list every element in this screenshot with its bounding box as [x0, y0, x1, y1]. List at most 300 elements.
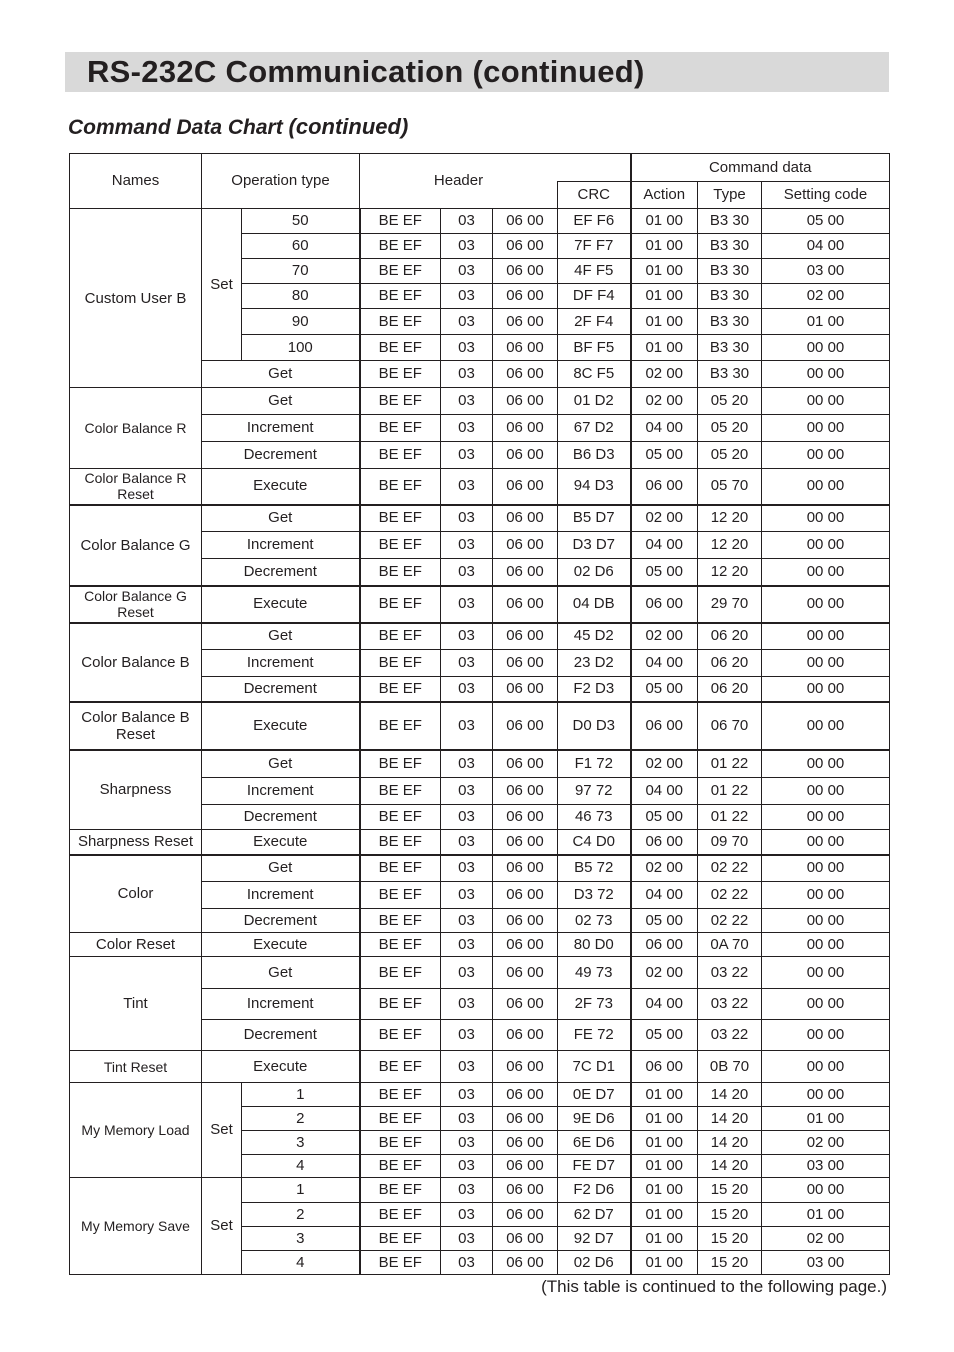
cell-code: 00 00	[762, 1051, 890, 1083]
cell-code: 00 00	[762, 623, 890, 650]
cell-h2: 03	[441, 1203, 493, 1227]
cell-h2: 03	[441, 805, 493, 830]
cell-crc: EF F6	[558, 209, 631, 234]
cell-crc: 7F F7	[558, 234, 631, 259]
cell-crc: 46 73	[558, 805, 631, 830]
cell-h2: 03	[441, 505, 493, 532]
cell-crc: FE 72	[558, 1020, 631, 1051]
table-row	[70, 702, 890, 750]
cell-crc: B5 D7	[558, 505, 631, 532]
operation-type: Increment	[202, 989, 360, 1020]
cell-h2: 03	[441, 650, 493, 677]
cell-h2: 03	[441, 1020, 493, 1051]
operation-type: Execute	[202, 1051, 360, 1083]
cell-type: 06 20	[698, 650, 762, 677]
cell-crc: 4F F5	[558, 259, 631, 284]
header-crc: CRC	[558, 182, 631, 209]
table-row	[70, 1083, 890, 1107]
cell-code: 03 00	[762, 259, 890, 284]
cell-type: 0B 70	[698, 1051, 762, 1083]
cell-h3: 06 00	[493, 1227, 558, 1251]
section-title-main: Command Data Chart	[68, 116, 283, 139]
cell-h3: 06 00	[493, 623, 558, 650]
cell-action: 02 00	[631, 388, 698, 415]
cell-crc: 62 D7	[558, 1203, 631, 1227]
cell-code: 00 00	[762, 855, 890, 882]
cell-type: 15 20	[698, 1227, 762, 1251]
table-row	[70, 623, 890, 650]
cell-crc: 02 D6	[558, 559, 631, 586]
cell-type: 02 22	[698, 909, 762, 933]
cell-crc: FE D7	[558, 1155, 631, 1178]
cell-action: 02 00	[631, 505, 698, 532]
cell-type: B3 30	[698, 234, 762, 259]
cell-type: 03 22	[698, 1020, 762, 1051]
header-crc-spacer	[558, 154, 631, 182]
cell-h3: 06 00	[493, 989, 558, 1020]
row-name: Color Balance G Reset	[70, 586, 202, 623]
cell-action: 01 00	[631, 1178, 698, 1203]
cell-code: 00 00	[762, 650, 890, 677]
cell-crc: 94 D3	[558, 469, 631, 505]
operation-value: 50	[242, 209, 360, 234]
cell-code: 00 00	[762, 750, 890, 778]
cell-type: 14 20	[698, 1131, 762, 1155]
cell-action: 02 00	[631, 855, 698, 882]
cell-h1: BE EF	[360, 505, 441, 532]
cell-code: 00 00	[762, 586, 890, 623]
cell-h2: 03	[441, 909, 493, 933]
operation-value: 80	[242, 284, 360, 309]
cell-type: 12 20	[698, 532, 762, 559]
cell-code: 01 00	[762, 309, 890, 335]
operation-set-label: Set	[202, 209, 242, 361]
cell-crc: 2F F4	[558, 309, 631, 335]
cell-code: 00 00	[762, 830, 890, 855]
cell-crc: 80 D0	[558, 933, 631, 957]
table-row	[70, 1051, 890, 1083]
cell-h1: BE EF	[360, 1083, 441, 1107]
cell-code: 00 00	[762, 415, 890, 442]
table-row	[70, 957, 890, 989]
cell-h2: 03	[441, 284, 493, 309]
cell-type: B3 30	[698, 259, 762, 284]
cell-h1: BE EF	[360, 1107, 441, 1131]
cell-h1: BE EF	[360, 388, 441, 415]
cell-h2: 03	[441, 677, 493, 702]
operation-value: 4	[242, 1251, 360, 1275]
cell-type: 01 22	[698, 805, 762, 830]
cell-action: 01 00	[631, 1107, 698, 1131]
cell-code: 00 00	[762, 1083, 890, 1107]
cell-h2: 03	[441, 209, 493, 234]
cell-code: 03 00	[762, 1251, 890, 1275]
cell-h2: 03	[441, 623, 493, 650]
cell-h3: 06 00	[493, 830, 558, 855]
cell-h1: BE EF	[360, 623, 441, 650]
cell-h1: BE EF	[360, 532, 441, 559]
cell-action: 01 00	[631, 309, 698, 335]
cell-action: 02 00	[631, 623, 698, 650]
cell-type: 12 20	[698, 559, 762, 586]
cell-h3: 06 00	[493, 805, 558, 830]
cell-action: 06 00	[631, 469, 698, 505]
cell-h2: 03	[441, 1107, 493, 1131]
cell-code: 02 00	[762, 1227, 890, 1251]
cell-code: 00 00	[762, 335, 890, 361]
cell-code: 00 00	[762, 957, 890, 989]
cell-code: 03 00	[762, 1155, 890, 1178]
operation-type: Execute	[202, 586, 360, 623]
cell-h2: 03	[441, 933, 493, 957]
cell-type: 15 20	[698, 1203, 762, 1227]
cell-action: 01 00	[631, 1083, 698, 1107]
row-name: Sharpness Reset	[70, 830, 202, 855]
cell-h1: BE EF	[360, 933, 441, 957]
cell-h1: BE EF	[360, 209, 441, 234]
cell-h1: BE EF	[360, 750, 441, 778]
cell-action: 04 00	[631, 415, 698, 442]
cell-action: 01 00	[631, 1227, 698, 1251]
row-name: Custom User B	[70, 209, 202, 388]
cell-crc: 9E D6	[558, 1107, 631, 1131]
cell-h3: 06 00	[493, 209, 558, 234]
table-row	[70, 933, 890, 957]
operation-type: Decrement	[202, 559, 360, 586]
cell-h2: 03	[441, 750, 493, 778]
cell-action: 02 00	[631, 361, 698, 388]
cell-h1: BE EF	[360, 1020, 441, 1051]
operation-type: Get	[202, 957, 360, 989]
cell-h1: BE EF	[360, 1178, 441, 1203]
cell-action: 01 00	[631, 209, 698, 234]
operation-type: Execute	[202, 702, 360, 750]
cell-h2: 03	[441, 957, 493, 989]
cell-crc: B5 72	[558, 855, 631, 882]
header-operation-type: Operation type	[202, 154, 360, 209]
operation-type: Decrement	[202, 442, 360, 469]
cell-h1: BE EF	[360, 559, 441, 586]
cell-h1: BE EF	[360, 855, 441, 882]
header-type: Type	[698, 182, 762, 209]
cell-crc: 49 73	[558, 957, 631, 989]
cell-crc: 01 D2	[558, 388, 631, 415]
cell-code: 00 00	[762, 442, 890, 469]
cell-type: 05 20	[698, 442, 762, 469]
cell-h2: 03	[441, 559, 493, 586]
cell-type: B3 30	[698, 209, 762, 234]
cell-h3: 06 00	[493, 1107, 558, 1131]
operation-type: Get	[202, 750, 360, 778]
cell-h2: 03	[441, 1051, 493, 1083]
cell-code: 00 00	[762, 532, 890, 559]
cell-h3: 06 00	[493, 469, 558, 505]
cell-type: 02 22	[698, 855, 762, 882]
cell-code: 05 00	[762, 209, 890, 234]
table-row	[70, 855, 890, 882]
cell-h1: BE EF	[360, 650, 441, 677]
cell-h1: BE EF	[360, 957, 441, 989]
cell-crc: 45 D2	[558, 623, 631, 650]
cell-h1: BE EF	[360, 805, 441, 830]
cell-type: 14 20	[698, 1083, 762, 1107]
cell-action: 05 00	[631, 559, 698, 586]
cell-h3: 06 00	[493, 1178, 558, 1203]
cell-code: 00 00	[762, 677, 890, 702]
row-name: Sharpness	[70, 750, 202, 830]
cell-code: 00 00	[762, 1020, 890, 1051]
operation-type: Increment	[202, 882, 360, 909]
cell-h2: 03	[441, 989, 493, 1020]
cell-action: 02 00	[631, 750, 698, 778]
cell-h3: 06 00	[493, 335, 558, 361]
cell-code: 00 00	[762, 778, 890, 805]
cell-h3: 06 00	[493, 778, 558, 805]
cell-h3: 06 00	[493, 957, 558, 989]
command-data-table	[69, 153, 890, 1275]
operation-type: Increment	[202, 650, 360, 677]
cell-crc: 7C D1	[558, 1051, 631, 1083]
table-row	[70, 469, 890, 505]
continuation-note: (This table is continued to the following page.)	[541, 1277, 887, 1296]
cell-code: 00 00	[762, 989, 890, 1020]
operation-type: Get	[202, 623, 360, 650]
cell-h2: 03	[441, 855, 493, 882]
cell-action: 05 00	[631, 909, 698, 933]
cell-h3: 06 00	[493, 677, 558, 702]
cell-h2: 03	[441, 882, 493, 909]
row-name: Tint Reset	[70, 1051, 202, 1083]
cell-code: 00 00	[762, 559, 890, 586]
cell-crc: 02 73	[558, 909, 631, 933]
cell-h2: 03	[441, 234, 493, 259]
operation-set-label: Set	[202, 1178, 242, 1275]
header-header: Header	[360, 154, 558, 209]
row-name: Color Balance G	[70, 505, 202, 586]
cell-action: 06 00	[631, 586, 698, 623]
cell-code: 00 00	[762, 361, 890, 388]
cell-h1: BE EF	[360, 469, 441, 505]
row-name: Color Balance R Reset	[70, 469, 202, 505]
cell-code: 00 00	[762, 882, 890, 909]
cell-h3: 06 00	[493, 415, 558, 442]
operation-value: 4	[242, 1155, 360, 1178]
cell-code: 00 00	[762, 469, 890, 505]
operation-value: 2	[242, 1107, 360, 1131]
cell-type: B3 30	[698, 284, 762, 309]
title-bar	[65, 52, 889, 92]
operation-value: 1	[242, 1178, 360, 1203]
cell-h1: BE EF	[360, 1131, 441, 1155]
cell-h2: 03	[441, 1227, 493, 1251]
cell-crc: 2F 73	[558, 989, 631, 1020]
cell-type: 03 22	[698, 957, 762, 989]
cell-h1: BE EF	[360, 677, 441, 702]
cell-crc: F2 D6	[558, 1178, 631, 1203]
cell-h2: 03	[441, 335, 493, 361]
cell-type: B3 30	[698, 335, 762, 361]
cell-type: 02 22	[698, 882, 762, 909]
table-row	[70, 586, 890, 623]
cell-action: 06 00	[631, 933, 698, 957]
cell-crc: 02 D6	[558, 1251, 631, 1275]
cell-type: 03 22	[698, 989, 762, 1020]
cell-h1: BE EF	[360, 778, 441, 805]
cell-h3: 06 00	[493, 933, 558, 957]
cell-h3: 06 00	[493, 1020, 558, 1051]
cell-action: 06 00	[631, 830, 698, 855]
table-row	[70, 1178, 890, 1203]
operation-value: 60	[242, 234, 360, 259]
cell-h2: 03	[441, 469, 493, 505]
cell-type: 05 20	[698, 388, 762, 415]
cell-h3: 06 00	[493, 750, 558, 778]
operation-value: 90	[242, 309, 360, 335]
cell-crc: DF F4	[558, 284, 631, 309]
cell-type: B3 30	[698, 309, 762, 335]
cell-h3: 06 00	[493, 1051, 558, 1083]
cell-crc: F1 72	[558, 750, 631, 778]
cell-type: 05 20	[698, 415, 762, 442]
cell-h3: 06 00	[493, 259, 558, 284]
cell-h3: 06 00	[493, 1203, 558, 1227]
row-name: My Memory Save	[70, 1178, 202, 1275]
cell-type: 12 20	[698, 505, 762, 532]
cell-h1: BE EF	[360, 442, 441, 469]
cell-action: 06 00	[631, 702, 698, 750]
operation-value: 100	[242, 335, 360, 361]
operation-type: Execute	[202, 469, 360, 505]
operation-type: Decrement	[202, 805, 360, 830]
cell-action: 02 00	[631, 957, 698, 989]
cell-code: 00 00	[762, 805, 890, 830]
cell-type: 0A 70	[698, 933, 762, 957]
cell-action: 05 00	[631, 1020, 698, 1051]
cell-h2: 03	[441, 1083, 493, 1107]
operation-value: 70	[242, 259, 360, 284]
cell-h1: BE EF	[360, 882, 441, 909]
cell-h1: BE EF	[360, 335, 441, 361]
cell-h3: 06 00	[493, 284, 558, 309]
cell-type: 01 22	[698, 750, 762, 778]
cell-code: 00 00	[762, 909, 890, 933]
cell-h1: BE EF	[360, 284, 441, 309]
cell-type: B3 30	[698, 361, 762, 388]
cell-action: 04 00	[631, 532, 698, 559]
cell-h2: 03	[441, 1178, 493, 1203]
cell-action: 01 00	[631, 1131, 698, 1155]
header-action: Action	[631, 182, 698, 209]
table-row	[70, 388, 890, 415]
cell-h3: 06 00	[493, 882, 558, 909]
cell-code: 01 00	[762, 1107, 890, 1131]
cell-type: 09 70	[698, 830, 762, 855]
cell-h3: 06 00	[493, 309, 558, 335]
cell-h2: 03	[441, 309, 493, 335]
cell-action: 05 00	[631, 805, 698, 830]
operation-value: 1	[242, 1083, 360, 1107]
row-name: Color Balance B Reset	[70, 702, 202, 750]
operation-type: Execute	[202, 830, 360, 855]
cell-action: 04 00	[631, 882, 698, 909]
header-command-data: Command data	[631, 154, 890, 182]
operation-value: 2	[242, 1203, 360, 1227]
operation-type: Get	[202, 361, 360, 388]
cell-action: 01 00	[631, 259, 698, 284]
row-name: Color Balance R	[70, 388, 202, 469]
operation-set-label: Set	[202, 1083, 242, 1178]
operation-type: Increment	[202, 532, 360, 559]
cell-h1: BE EF	[360, 234, 441, 259]
cell-code: 02 00	[762, 284, 890, 309]
cell-h1: BE EF	[360, 1203, 441, 1227]
cell-h3: 06 00	[493, 1131, 558, 1155]
cell-type: 15 20	[698, 1251, 762, 1275]
cell-action: 04 00	[631, 650, 698, 677]
operation-type: Decrement	[202, 1020, 360, 1051]
cell-type: 06 20	[698, 677, 762, 702]
cell-h1: BE EF	[360, 1227, 441, 1251]
cell-crc: F2 D3	[558, 677, 631, 702]
cell-action: 01 00	[631, 1203, 698, 1227]
cell-action: 04 00	[631, 989, 698, 1020]
operation-value: 3	[242, 1131, 360, 1155]
cell-h2: 03	[441, 1155, 493, 1178]
cell-h1: BE EF	[360, 989, 441, 1020]
cell-type: 06 20	[698, 623, 762, 650]
cell-code: 00 00	[762, 702, 890, 750]
cell-h3: 06 00	[493, 1083, 558, 1107]
cell-h3: 06 00	[493, 650, 558, 677]
cell-h3: 06 00	[493, 855, 558, 882]
cell-crc: C4 D0	[558, 830, 631, 855]
cell-h1: BE EF	[360, 1051, 441, 1083]
operation-type: Decrement	[202, 909, 360, 933]
row-name: Tint	[70, 957, 202, 1051]
cell-code: 00 00	[762, 505, 890, 532]
cell-type: 15 20	[698, 1178, 762, 1203]
table-row	[70, 830, 890, 855]
cell-h1: BE EF	[360, 361, 441, 388]
cell-crc: 6E D6	[558, 1131, 631, 1155]
operation-type: Increment	[202, 778, 360, 805]
cell-crc: 0E D7	[558, 1083, 631, 1107]
cell-h3: 06 00	[493, 702, 558, 750]
cell-crc: B6 D3	[558, 442, 631, 469]
cell-h2: 03	[441, 586, 493, 623]
cell-code: 02 00	[762, 1131, 890, 1155]
cell-action: 06 00	[631, 1051, 698, 1083]
row-name: My Memory Load	[70, 1083, 202, 1178]
cell-h2: 03	[441, 702, 493, 750]
cell-action: 01 00	[631, 1155, 698, 1178]
cell-action: 04 00	[631, 778, 698, 805]
cell-h2: 03	[441, 442, 493, 469]
cell-h3: 06 00	[493, 909, 558, 933]
cell-h2: 03	[441, 415, 493, 442]
cell-code: 04 00	[762, 234, 890, 259]
cell-crc: 04 DB	[558, 586, 631, 623]
cell-h1: BE EF	[360, 1155, 441, 1178]
row-name: Color	[70, 855, 202, 933]
cell-h3: 06 00	[493, 586, 558, 623]
cell-h1: BE EF	[360, 259, 441, 284]
cell-h2: 03	[441, 388, 493, 415]
operation-type: Decrement	[202, 677, 360, 702]
cell-h1: BE EF	[360, 1251, 441, 1275]
cell-h3: 06 00	[493, 532, 558, 559]
cell-code: 00 00	[762, 1178, 890, 1203]
